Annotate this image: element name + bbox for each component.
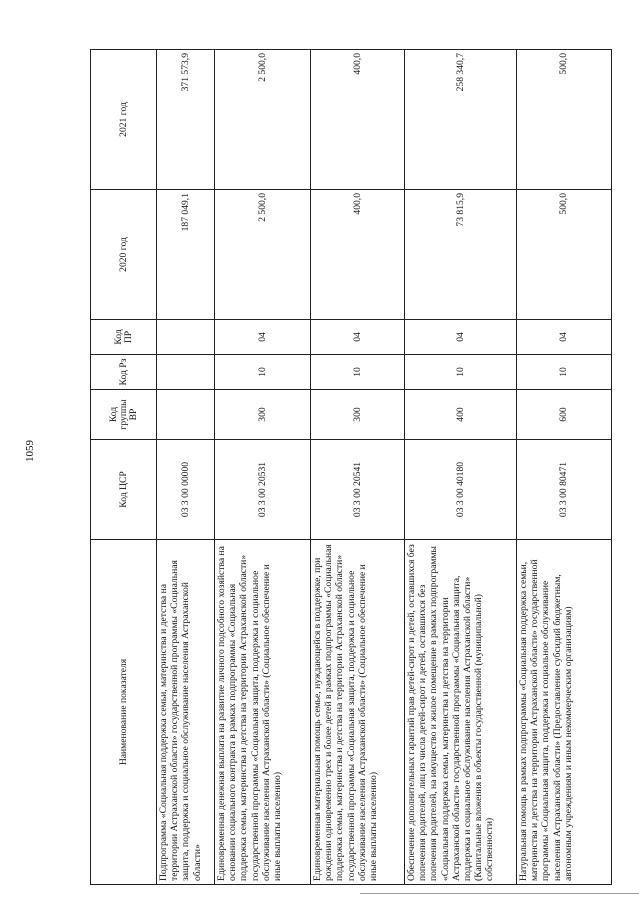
row-name: Обеспечение дополнительных гарантий прав детей-сирот и детей, оставшихся без попечения родителей, лиц из числа детей-сирот и детей, оставшихся без попечения родителей, на имущество и жилое помещение в рамках подпрограммы «Социальная поддержка семьи, материнства и детства на территории Астраханской области» государственной программы «Социальная защита, поддержка и социальное обслуживание населения Астраханской области» (Капитальные вложения в объекты государственной (муниципальной) собственности)	[405, 540, 517, 885]
table-row	[311, 50, 405, 885]
row-2020: 73 815,9	[405, 190, 517, 320]
row-vr: 300	[215, 390, 311, 440]
row-2020: 400,0	[311, 190, 405, 320]
row-csr: 03 3 00 20531	[215, 440, 311, 540]
table-row	[215, 50, 311, 885]
row-2020: 187 049,1	[157, 190, 215, 320]
header-csr: Код ЦСР	[91, 440, 157, 540]
header-pr: Код ПР	[91, 320, 157, 355]
row-vr	[157, 390, 215, 440]
row-csr: 03 3 00 40180	[405, 440, 517, 540]
row-pr: 04	[517, 320, 612, 355]
row-pr: 04	[311, 320, 405, 355]
row-2021: 500,0	[517, 50, 612, 190]
row-pr	[157, 320, 215, 355]
row-2020: 2 500,0	[215, 190, 311, 320]
row-rz: 10	[517, 355, 612, 390]
table-row	[517, 50, 612, 885]
scan-edge-divider	[360, 893, 639, 894]
row-vr: 600	[517, 390, 612, 440]
row-csr: 03 3 00 80471	[517, 440, 612, 540]
header-2021: 2021 год	[91, 50, 157, 190]
row-rz: 10	[405, 355, 517, 390]
budget-table	[90, 49, 612, 885]
row-csr: 03 3 00 20541	[311, 440, 405, 540]
row-vr: 400	[405, 390, 517, 440]
row-2021: 258 340,7	[405, 50, 517, 190]
header-2020: 2020 год	[91, 190, 157, 320]
row-2021: 400,0	[311, 50, 405, 190]
header-rz: Код Рз	[91, 355, 157, 390]
row-pr: 04	[405, 320, 517, 355]
table-row	[405, 50, 517, 885]
row-2021: 2 500,0	[215, 50, 311, 190]
table-header-row	[91, 50, 157, 885]
header-name: Наименование показателя	[91, 540, 157, 885]
row-csr: 03 3 00 00000	[157, 440, 215, 540]
table-row	[157, 50, 215, 885]
row-2020: 500,0	[517, 190, 612, 320]
row-name: Единовременная денежная выплата на развитие личного подсобного хозяйства на основании социального контракта в рамках подпрограммы «Социальная поддержка семьи, материнства и детства на территории Астраханской области» государственной программы «Социальная защита, поддержка и социальное обслуживание населения Астраханской области» (Социальное обеспечение и иные выплаты населению)	[215, 540, 311, 885]
page-number: 1059	[24, 440, 36, 462]
row-name: Натуральная помощь в рамках подпрограммы «Социальная поддержка семьи, материнства и детства на территории Астраханской области» государственной программы «Социальная защита, поддержка и социальное обслуживание населения Астраханской области» (Предоставление субсидий бюджетным, автономным учреждениям и иным некоммерческим организациям)	[517, 540, 612, 885]
row-name: Подпрограмма «Социальная поддержка семьи, материнства и детства на территории Астраханской области» государственной программы «Социальная защита, поддержка и социальное обслуживание населения Астраханской области»	[157, 540, 215, 885]
row-rz: 10	[311, 355, 405, 390]
row-pr: 04	[215, 320, 311, 355]
row-vr: 300	[311, 390, 405, 440]
header-vr: Код группы ВР	[91, 390, 157, 440]
row-2021: 371 573,9	[157, 50, 215, 190]
row-rz: 10	[215, 355, 311, 390]
row-rz	[157, 355, 215, 390]
row-name: Единовременная материальная помощь семье, нуждающейся в поддержке, при рождении одновременно трех и более детей в рамках подпрограммы «Социальная поддержка семьи, материнства и детства на территории Астраханской области» государственной программы «Социальная защита, поддержка и социальное обслуживание населения Астраханской области» (Социальное обеспечение и иные выплаты населению)	[311, 540, 405, 885]
budget-table-rotated	[90, 50, 611, 885]
